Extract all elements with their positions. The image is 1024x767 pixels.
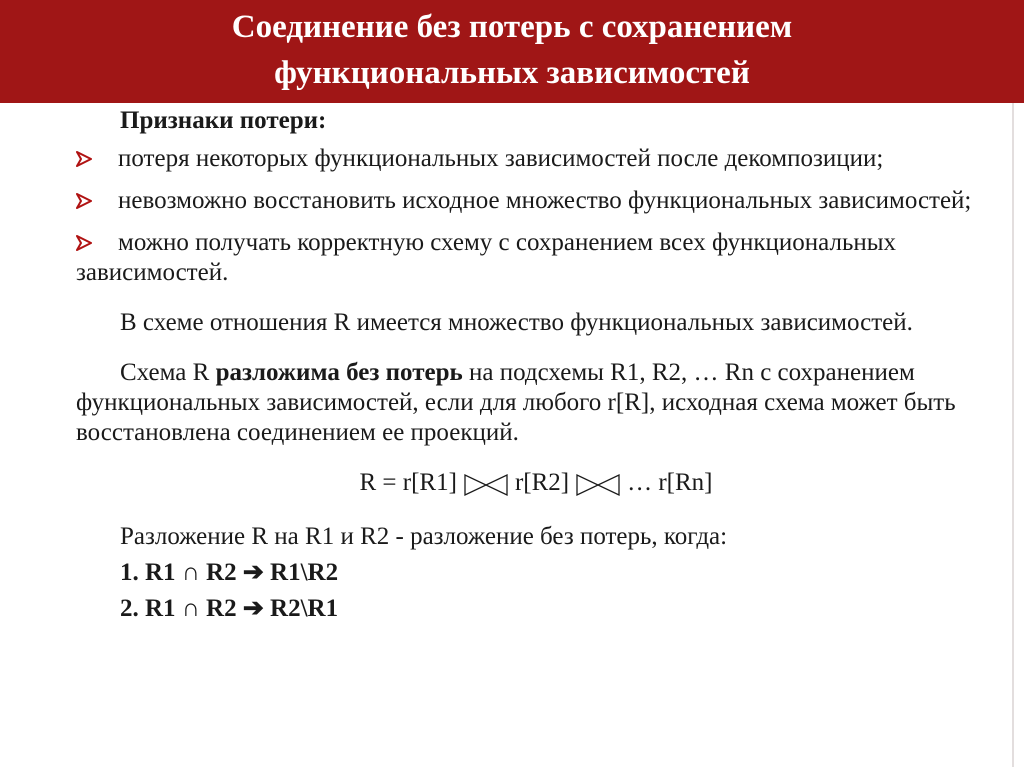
formula-part-3: … r[Rn] (627, 469, 713, 496)
slide-title (0, 0, 1024, 103)
arrow-bullet-icon (76, 144, 98, 167)
definition-prefix: Схема R (120, 359, 216, 386)
decomposition-intro: Разложение R на R1 и R2 - разложение без потерь, когда: (120, 523, 728, 550)
join-formula (76, 468, 996, 506)
lossless-definition-paragraph (76, 358, 996, 448)
formula-part-2: r[R2] (514, 469, 570, 496)
schema-paragraph: В схеме отношения R имеется множество функциональных зависимостей. (120, 309, 913, 336)
bullet-item (76, 144, 996, 174)
arrow-bullet-icon (76, 228, 98, 251)
bullet-text: можно получать корректную схему с сохранением всех функциональных зависимостей. (76, 229, 897, 286)
formula-part-1: R = r[R1] (359, 469, 457, 496)
slide-title-line-2: функциональных зависимостей (274, 55, 750, 91)
bullet-text: невозможно восстановить исходное множество функциональных зависимостей; (118, 187, 972, 214)
natural-join-icon (463, 472, 509, 506)
slide-right-border (1012, 103, 1014, 767)
arrow-bullet-icon (76, 186, 98, 209)
natural-join-icon (575, 472, 621, 506)
loss-signs-heading: Признаки потери: (120, 107, 327, 134)
lossless-rule-2: 2. R1 ∩ R2 ➔ R2\R1 (120, 595, 339, 622)
definition-term: разложима без потерь (215, 359, 463, 386)
definition-suffix: на подсхемы R1, R2, … Rn с сохранением функциональных зависимостей, если для любого r[R], исходная схема может быть восстановлена соединением ее проекций. (76, 359, 956, 446)
bullet-item (76, 186, 996, 216)
bullet-text: потеря некоторых функциональных зависимостей после декомпозиции; (118, 145, 884, 172)
bullet-item (76, 228, 996, 288)
slide-title-line-1: Соединение без потерь с сохранением (231, 9, 793, 45)
slide-body (76, 106, 996, 624)
lossless-rule-1: 1. R1 ∩ R2 ➔ R1\R2 (120, 559, 339, 586)
